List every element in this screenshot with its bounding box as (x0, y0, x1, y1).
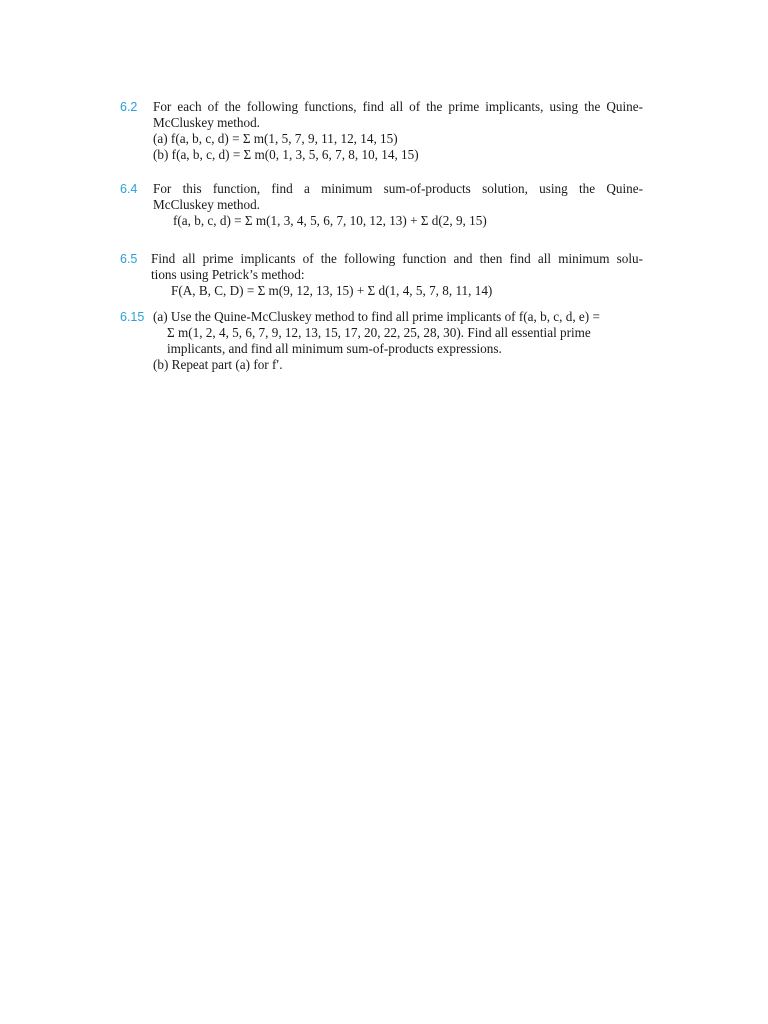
problem-text-line: For each of the following functions, find all of the prime implicants, using the Quine- (153, 99, 643, 114)
problem-number: 6.4 (120, 182, 138, 196)
problem-text-line: McCluskey method. (153, 197, 260, 212)
part-b: (b) Repeat part (a) for f′. (153, 357, 283, 372)
problem-6-4 (120, 181, 643, 229)
problem-number: 6.5 (120, 252, 138, 266)
part-b: (b) f(a, b, c, d) = Σ m(0, 1, 3, 5, 6, 7, 8, 10, 14, 15) (153, 147, 419, 162)
problem-number: 6.15 (120, 310, 145, 324)
problem-6-15 (120, 309, 640, 373)
part-a: (a) Use the Quine-McCluskey method to find all prime implicants of f(a, b, c, d, e) = (153, 309, 600, 324)
problem-6-2 (120, 99, 643, 163)
problem-number: 6.2 (120, 100, 138, 114)
problem-text-line: For this function, find a minimum sum-of-products solution, using the Quine- (153, 181, 643, 196)
function-definition: F(A, B, C, D) = Σ m(9, 12, 13, 15) + Σ d(1, 4, 5, 7, 8, 11, 14) (171, 283, 493, 298)
part-a-continued: Σ m(1, 2, 4, 5, 6, 7, 9, 12, 13, 15, 17, 20, 22, 25, 28, 30). Find all essential prime (167, 325, 591, 340)
problem-text-line: tions using Petrick’s method: (151, 267, 305, 282)
problem-text-line: McCluskey method. (153, 115, 260, 130)
problem-text-line: Find all prime implicants of the following function and then find all minimum solu- (151, 251, 643, 266)
part-a-continued: implicants, and find all minimum sum-of-products expressions. (167, 341, 502, 356)
problem-6-5 (120, 251, 643, 299)
function-definition: f(a, b, c, d) = Σ m(1, 3, 4, 5, 6, 7, 10, 12, 13) + Σ d(2, 9, 15) (173, 213, 487, 228)
part-a: (a) f(a, b, c, d) = Σ m(1, 5, 7, 9, 11, 12, 14, 15) (153, 131, 398, 146)
